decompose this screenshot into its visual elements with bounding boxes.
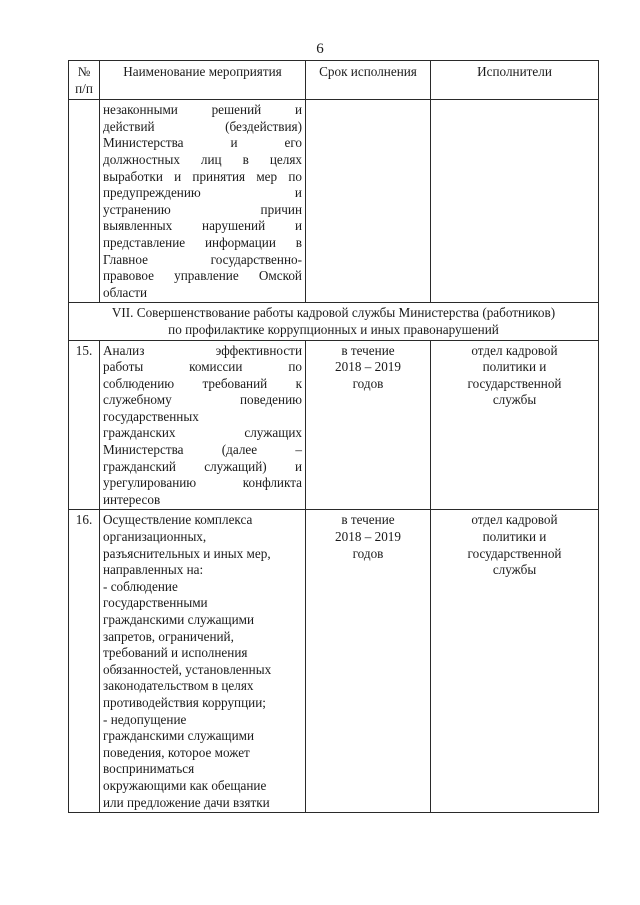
measure-text-line: государственными — [103, 595, 208, 611]
measure-text-line: Анализ эффективности — [103, 342, 302, 358]
measure-text-line: окружающими как обещание — [103, 777, 267, 793]
continuation-term-cell — [306, 100, 431, 303]
measure-text-line: противодействия коррупции; — [103, 694, 266, 710]
table-row — [69, 340, 599, 510]
measure-text-line: выработки и принятия мер по — [103, 168, 302, 184]
measure-text-line: - недопущение — [103, 711, 187, 727]
table-header-row — [69, 61, 599, 100]
row-executors-cell — [431, 340, 599, 510]
term-text-line: в течение — [341, 342, 395, 358]
continuation-name-cell — [100, 100, 306, 303]
measure-text-line: устранению причин — [103, 201, 302, 217]
section-heading-line: VII. Совершенствование работы кадровой службы Министерства (работников) — [111, 305, 556, 321]
executor-text-line: политики и — [482, 529, 547, 545]
header-executors: Исполнители — [431, 61, 599, 100]
executor-text-line: службы — [492, 562, 537, 578]
measure-text-line: гражданскими служащими — [103, 728, 255, 744]
measure-text-line: государственных — [103, 408, 199, 424]
measure-text-line: выявленных нарушений и — [103, 218, 302, 234]
measure-text-line: обязанностей, установленных — [103, 661, 272, 677]
row-number: 16. — [69, 510, 100, 813]
executor-text-line: отдел кадровой — [471, 342, 558, 358]
table-row — [69, 510, 599, 813]
table-row-continuation — [69, 100, 599, 303]
measure-text-line: гражданскими служащими — [103, 612, 255, 627]
row-term-cell — [306, 510, 431, 813]
header-name: Наименование мероприятия — [100, 61, 306, 100]
measure-text-line: должностных лиц в целях — [103, 151, 302, 167]
header-num: № п/п — [69, 61, 100, 100]
term-text-line: годов — [352, 375, 384, 391]
row-executors-cell — [431, 510, 599, 813]
term-text-line: в течение — [341, 512, 395, 528]
measure-text-line: поведения, которое может — [103, 744, 250, 760]
measure-text-line: организационных, — [103, 529, 207, 545]
row-name-cell — [100, 340, 306, 510]
measure-text-line: Министерства и его — [103, 135, 302, 151]
measure-text-line: области — [103, 284, 148, 300]
executor-text-line: государственной — [467, 375, 562, 391]
measure-text-line: восприниматься — [103, 761, 195, 777]
section-heading-row — [69, 303, 599, 340]
measure-text-line: Главное государственно- — [103, 251, 302, 267]
measure-text-line: соблюдению требований к — [103, 375, 302, 391]
measure-text-line: Осуществление комплекса — [103, 512, 253, 528]
executor-text-line: отдел кадровой — [471, 512, 558, 528]
measure-text-line: работы комиссии по — [103, 359, 302, 375]
row-number: 15. — [69, 340, 100, 510]
term-text-line: 2018 – 2019 — [335, 529, 401, 545]
measure-text-line: разъяснительных и иных мер, — [103, 545, 271, 561]
measure-text-line: Министерства (далее – — [103, 442, 302, 458]
measure-text-line: законодательством в целях — [103, 678, 254, 694]
row-term-cell — [306, 340, 431, 510]
continuation-executors-cell — [431, 100, 599, 303]
section-heading — [69, 303, 599, 340]
measure-text-line: направленных на: — [103, 562, 204, 578]
term-text-line: годов — [352, 545, 384, 561]
measure-text-line: или предложение дачи взятки — [103, 794, 270, 810]
executor-text-line: политики и — [482, 359, 547, 375]
measure-text-line: действий (бездействия) — [103, 118, 302, 134]
header-term: Срок исполнения — [306, 61, 431, 100]
measure-text-line: запретов, ограничений, — [103, 628, 234, 644]
page-number: 6 — [316, 41, 324, 57]
measure-text-line: урегулированию конфликта — [103, 475, 302, 491]
measure-text-line: незаконными решений и — [103, 102, 302, 118]
measure-text-line: интересов — [103, 491, 161, 507]
executor-text-line: государственной — [467, 545, 562, 561]
measure-text-line: гражданский служащий) и — [103, 458, 302, 474]
measure-text-line: представление информации в — [103, 234, 302, 250]
measure-text-line: предупреждению и — [103, 185, 302, 201]
term-text-line: 2018 – 2019 — [335, 359, 401, 375]
measure-text-line: правовое управление Омской — [103, 268, 302, 284]
measures-table — [68, 60, 599, 813]
measure-text-line: служебному поведению — [103, 392, 302, 408]
continuation-num-cell — [69, 100, 100, 303]
section-heading-line: по профилактике коррупционных и иных правонарушений — [168, 321, 499, 337]
row-name-cell — [100, 510, 306, 813]
measure-text-line: - соблюдение — [103, 578, 178, 594]
measure-text-line: гражданских служащих — [103, 425, 302, 441]
executor-text-line: службы — [492, 392, 537, 408]
measure-text-line: требований и исполнения — [103, 645, 248, 661]
